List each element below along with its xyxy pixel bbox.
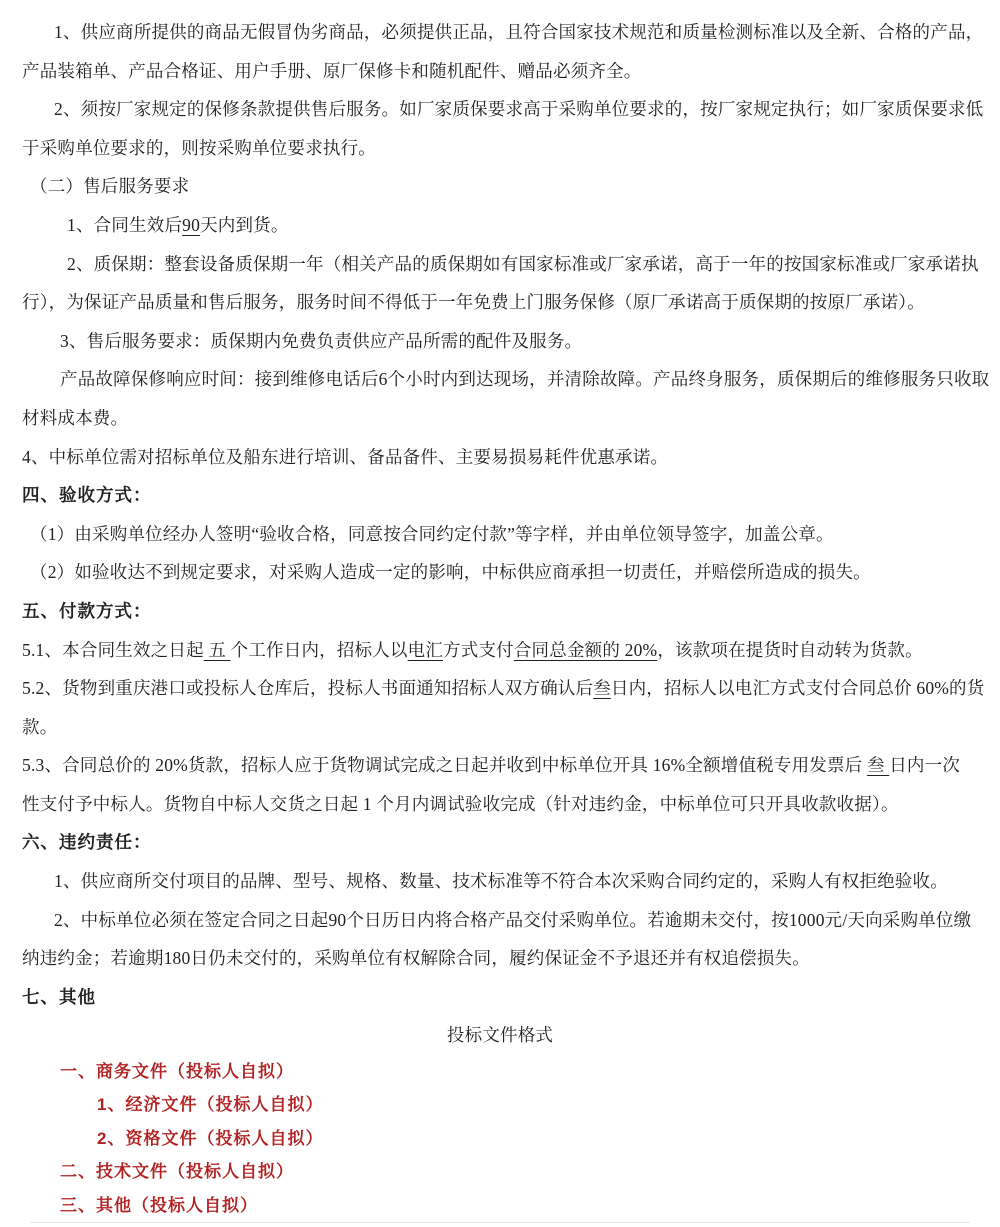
format-item-1-1 bbox=[22, 1088, 978, 1121]
clause-supply-2-l1-text: 2、须按厂家规定的保修条款提供售后服务。如厂家质保要求高于采购单位要求的，按厂家规定执行；如厂家质保要求低 bbox=[54, 99, 984, 120]
section-6-heading bbox=[22, 823, 978, 862]
breach-2-l1 bbox=[22, 901, 978, 940]
after-sales-3 bbox=[22, 322, 978, 361]
document-body bbox=[22, 13, 990, 1222]
after-sales-response-l2-text: 材料成本费。 bbox=[22, 407, 129, 428]
clause-supply-2-l1 bbox=[22, 90, 984, 129]
format-item-1-2 bbox=[22, 1122, 978, 1155]
acceptance-1-text: （1）由采购单位经办人签明“验收合格，同意按合同约定付款”等字样，并由单位领导签字，加盖公章。 bbox=[30, 523, 834, 544]
payment-5-2-l2 bbox=[22, 708, 978, 747]
clause-supply-2-l2-text: 于采购单位要求的，则按采购单位要求执行。 bbox=[22, 137, 376, 158]
heading-after-sales bbox=[22, 167, 978, 206]
clause-supply-2-l2 bbox=[22, 129, 978, 168]
format-item-1-2-text: 2、资格文件（投标人自拟） bbox=[97, 1128, 324, 1148]
payment-5-1 bbox=[22, 631, 978, 670]
after-sales-3-text: 3、售后服务要求：质保期内免费负责供应产品所需的配件及服务。 bbox=[60, 330, 583, 351]
payment-5-2-l1-text: 叁 bbox=[593, 678, 611, 699]
payment-5-1-text: 5.1、本合同生效之日起 bbox=[22, 639, 204, 660]
bid-doc-format-title bbox=[22, 1016, 978, 1055]
payment-5-3-l2 bbox=[22, 785, 978, 824]
after-sales-response-l1-text: 产品故障保修响应时间：接到维修电话后6个小时内到达现场，并清除故障。产品终身服务，质保期后的维修服务只收取 bbox=[60, 369, 990, 390]
payment-5-1-text: 方式支付 bbox=[443, 639, 514, 660]
bid-doc-format-title-text: 投标文件格式 bbox=[446, 1025, 554, 1046]
payment-5-1-text: 五 bbox=[203, 639, 231, 660]
clause-supply-1-l1-text: 1、供应商所提供的商品无假冒伪劣商品，必须提供正品，且符合国家技术规范和质量检测标准以及全新、合格的产品， bbox=[54, 22, 984, 42]
after-sales-response-l1 bbox=[22, 360, 990, 399]
clause-supply-1-l1 bbox=[22, 13, 984, 52]
after-sales-2-l1 bbox=[22, 245, 978, 284]
format-item-2 bbox=[22, 1155, 978, 1188]
payment-5-3-l1 bbox=[22, 746, 978, 785]
after-sales-4 bbox=[22, 438, 978, 477]
payment-5-2-l2-text: 款。 bbox=[22, 716, 58, 737]
acceptance-2-text: （2）如验收达不到规定要求，对采购人造成一定的影响，中标供应商承担一切责任，并赔偿所造成的损失。 bbox=[30, 562, 871, 583]
after-sales-1 bbox=[22, 206, 978, 245]
payment-5-3-l1-text: 5.3、合同总价的 20%货款，招标人应于货物调试完成之日起并收到中标单位开具 16%全额增值税专用发票后 bbox=[22, 755, 867, 776]
section-6-heading-text: 六、违约责任： bbox=[22, 832, 152, 853]
page-bottom-divider bbox=[30, 1222, 970, 1223]
payment-5-1-text: ，该款项在提货时自动转为货款。 bbox=[657, 639, 923, 660]
section-5-heading bbox=[22, 592, 978, 631]
payment-5-3-l1-text: 日内一次 bbox=[889, 755, 961, 776]
section-4-heading-text: 四、验收方式： bbox=[22, 485, 152, 506]
section-5-heading-text: 五、付款方式： bbox=[22, 600, 152, 621]
payment-5-2-l1-text: 日内，招标人以电汇方式支付合同总价 60%的货 bbox=[610, 678, 985, 699]
acceptance-2 bbox=[22, 553, 978, 592]
breach-2-l1-text: 2、中标单位必须在签定合同之日起90个日历日内将合格产品交付采购单位。若逾期未交付，按1000元/天向采购单位缴 bbox=[54, 909, 972, 930]
after-sales-4-text: 4、中标单位需对招标单位及船东进行培训、备品备件、主要易损易耗件优惠承诺。 bbox=[22, 446, 669, 467]
after-sales-1-text: 天内到货。 bbox=[200, 214, 289, 235]
payment-5-3-l2-text: 性支付予中标人。货物自中标人交货之日起 1 个月内调试验收完成（针对违约金，中标单位可只开具收款收据）。 bbox=[22, 793, 899, 814]
clause-supply-1-l2-text: 产品装箱单、产品合格证、用户手册、原厂保修卡和随机配件、赠品必须齐全。 bbox=[22, 60, 642, 81]
format-item-3-text: 三、其他（投标人自拟） bbox=[60, 1195, 258, 1215]
after-sales-1-text: 1、合同生效后 bbox=[67, 214, 183, 235]
after-sales-2-l1-text: 2、质保期：整套设备质保期一年（相关产品的质保期如有国家标准或厂家承诺，高于一年的按国家标准或厂家承诺执 bbox=[67, 253, 979, 274]
after-sales-1-text: 90 bbox=[182, 214, 201, 235]
breach-2-l2-text: 纳违约金；若逾期180日仍未交付的，采购单位有权解除合同，履约保证金不予退还并有权追偿损失。 bbox=[22, 948, 810, 969]
after-sales-2-l2 bbox=[22, 283, 978, 322]
format-item-1 bbox=[22, 1055, 978, 1088]
payment-5-3-l1-text: 叁 bbox=[866, 755, 890, 776]
heading-after-sales-text: （二）售后服务要求 bbox=[30, 176, 190, 197]
after-sales-2-l2-text: 行），为保证产品质量和售后服务，服务时间不得低于一年免费上门服务保修（原厂承诺高于质保期的按原厂承诺）。 bbox=[22, 292, 925, 313]
section-4-heading bbox=[22, 476, 978, 515]
section-7-heading bbox=[22, 978, 978, 1017]
payment-5-2-l1-text: 5.2、货物到重庆港口或投标人仓库后，投标人书面通知招标人双方确认后 bbox=[22, 678, 594, 699]
payment-5-2-l1 bbox=[22, 669, 985, 708]
format-item-3 bbox=[22, 1189, 978, 1222]
after-sales-response-l2 bbox=[22, 399, 978, 438]
format-item-1-1-text: 1、经济文件（投标人自拟） bbox=[97, 1095, 324, 1115]
payment-5-1-text: 个工作日内，招标人以 bbox=[230, 639, 408, 660]
payment-5-1-text: 电汇 bbox=[407, 639, 444, 660]
payment-5-1-text: 合同总金额的 20% bbox=[513, 639, 658, 660]
clause-supply-1-l2 bbox=[22, 52, 978, 91]
breach-1-text: 1、供应商所交付项目的品牌、型号、规格、数量、技术标准等不符合本次采购合同约定的，采购人有权拒绝验收。 bbox=[54, 871, 948, 892]
format-item-2-text: 二、技术文件（投标人自拟） bbox=[60, 1162, 294, 1182]
section-7-heading-text: 七、其他 bbox=[22, 986, 96, 1007]
format-item-1-text: 一、商务文件（投标人自拟） bbox=[60, 1062, 294, 1082]
acceptance-1 bbox=[22, 515, 978, 554]
breach-1 bbox=[22, 862, 978, 901]
breach-2-l2 bbox=[22, 939, 978, 978]
